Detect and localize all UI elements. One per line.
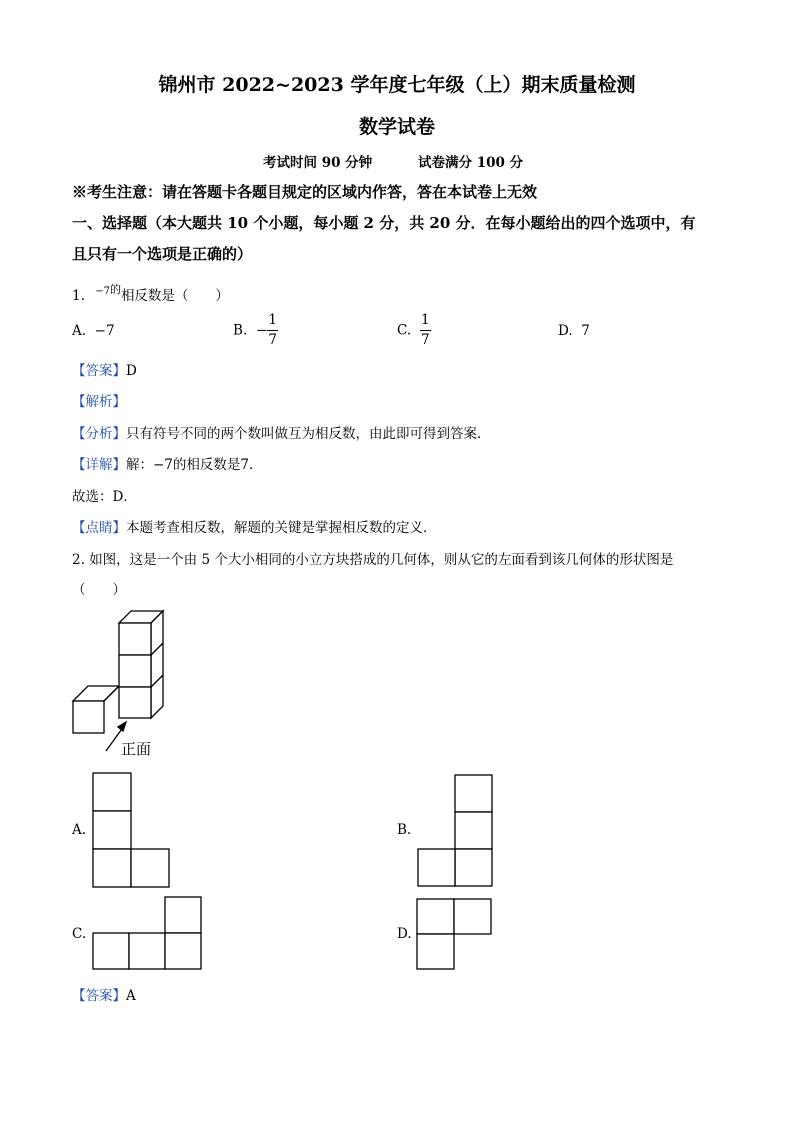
exam-title: 锦州市 2022~2023 学年度七年级（上）期末质量检测	[158, 74, 636, 96]
q2-option-d-label: D.	[397, 926, 412, 942]
section-heading-line1: 一、选择题（本大题共 10 个小题，每小题 2 分，共 20 分．在每小题给出的四个选项中，有	[72, 214, 696, 232]
denominator: 7	[268, 331, 277, 348]
answer-tag: 【答案】	[72, 988, 126, 1004]
option-d	[558, 323, 590, 339]
question-text: 如图，这是一个由 5 个大小相同的小立方块搭成的几何体，则从它的左面看到该几何体的形状图是	[89, 552, 674, 568]
denominator: 7	[420, 331, 430, 348]
dianjing-line	[72, 516, 437, 536]
option-label: C.	[397, 322, 412, 339]
option-value: 7	[581, 323, 590, 339]
numerator: 1	[420, 312, 430, 328]
q2-option-b-figure	[416, 774, 496, 888]
answer-tag: 【答案】	[72, 363, 126, 379]
answer-value: A	[126, 988, 136, 1004]
section-heading-line2: 且只有一个选项是正确的）	[72, 245, 253, 263]
xiangjie-line	[72, 453, 263, 473]
question-number: 2.	[72, 552, 85, 568]
exam-time: 考试时间 90 分钟	[263, 155, 373, 171]
option-value: −7	[94, 323, 115, 339]
question-1-stem	[72, 284, 229, 304]
exam-score: 试卷满分 100 分	[418, 155, 524, 171]
question-text: 相反数是（ ）	[120, 288, 229, 304]
analysis-tag: 【解析】	[72, 394, 126, 410]
option-c	[397, 313, 431, 348]
answer-value: D	[126, 363, 137, 379]
q2-option-a-label: A.	[72, 822, 87, 838]
fenxi-tag: 【分析】	[72, 426, 126, 442]
exam-subtitle: 数学试卷	[358, 116, 435, 138]
option-sign: −	[255, 322, 268, 339]
option-b	[233, 313, 278, 348]
fraction	[420, 313, 431, 348]
front-label: 正面	[121, 740, 152, 758]
q2-option-a-figure	[92, 772, 172, 889]
question-2-paren: （ ）	[72, 582, 126, 598]
option-label: B.	[233, 322, 248, 339]
question-de: 的	[109, 283, 121, 296]
xiangjie-text: 解：−7的相反数是7．	[126, 457, 263, 473]
q2-option-c-label: C.	[72, 926, 87, 942]
fenxi-text: 只有符号不同的两个数叫做互为相反数，由此即可得到答案．	[126, 426, 491, 442]
q2-option-d-figure	[416, 898, 494, 972]
fenxi-line	[72, 422, 491, 442]
xiangjie-tag: 【详解】	[72, 457, 126, 473]
dianjing-tag: 【点睛】	[72, 520, 126, 536]
answer-line	[72, 359, 137, 379]
option-label: D.	[558, 323, 573, 339]
fraction	[267, 313, 278, 348]
candidate-notice: ※考生注意：请在答题卡各题目规定的区域内作答，答在本试卷上无效	[72, 183, 538, 201]
cube-solid-figure	[68, 608, 178, 758]
numerator: 1	[268, 312, 277, 328]
math-expression: −7	[95, 286, 110, 297]
choice-line: 故选：D．	[72, 489, 137, 505]
dianjing-text: 本题考查相反数，解题的关键是掌握相反数的定义．	[126, 520, 437, 536]
option-a	[72, 323, 115, 339]
question-2-stem	[72, 548, 673, 568]
q2-answer-line	[72, 984, 136, 1004]
question-number: 1.	[72, 288, 85, 304]
option-label: A.	[72, 323, 87, 339]
q2-option-b-label: B.	[397, 822, 412, 838]
q2-option-c-figure	[92, 896, 204, 972]
